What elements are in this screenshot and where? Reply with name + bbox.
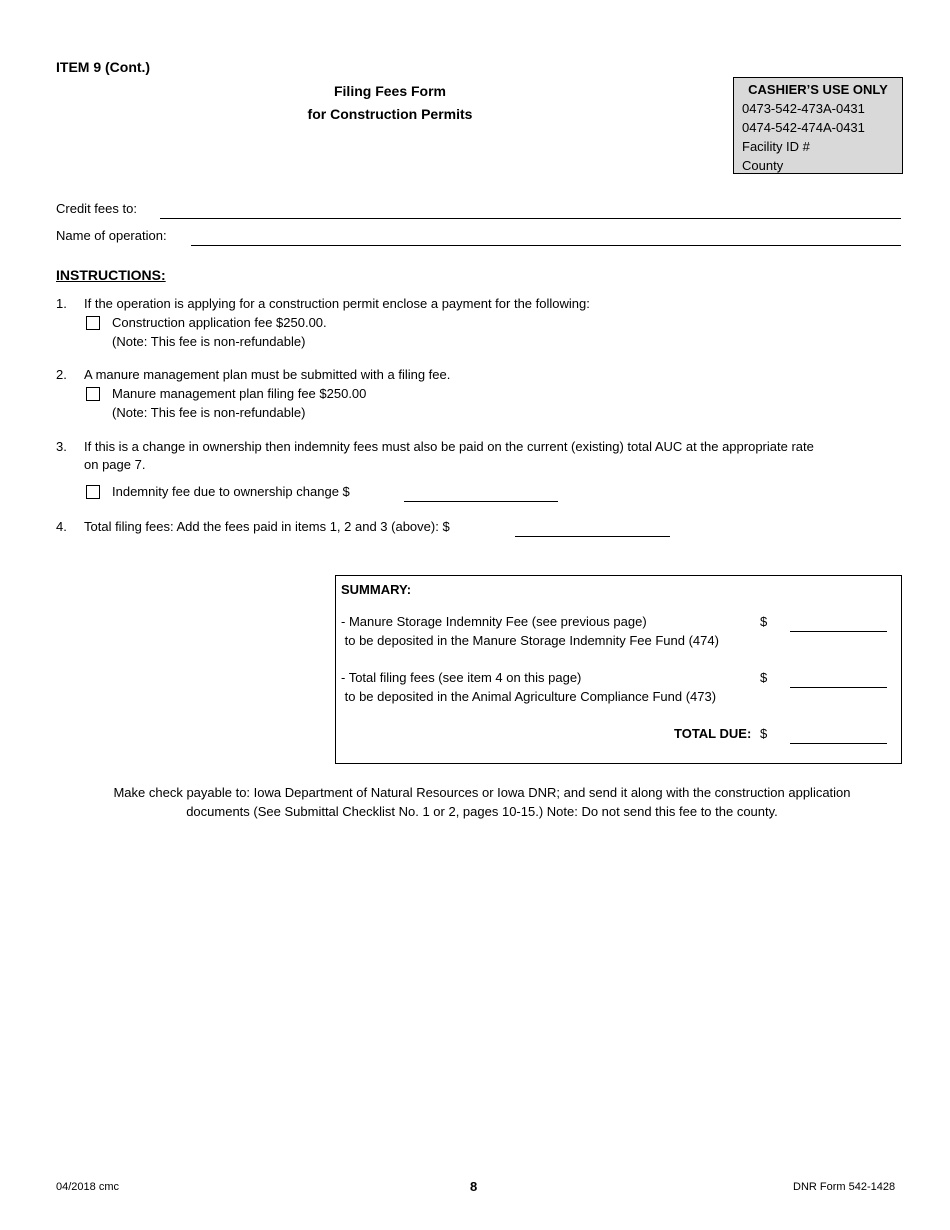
payment-instructions [40, 783, 924, 821]
form-number: DNR Form 542-1428 [793, 1181, 896, 1193]
instructions-heading: INSTRUCTIONS: [56, 267, 166, 283]
summary-heading: SUMMARY: [341, 582, 412, 597]
manure-plan-fee-checkbox[interactable] [86, 387, 100, 401]
title-line-2: for Construction Permits [307, 106, 473, 122]
construction-fee-note: (Note: This fee is non-refundable) [112, 334, 306, 349]
total-due-currency: $ [760, 726, 768, 741]
construction-fee-checkbox[interactable] [86, 316, 100, 330]
item-2-text: A manure management plan must be submitted with a filing fee. [84, 367, 451, 382]
title-line-1: Filing Fees Form [333, 83, 446, 99]
item-label: ITEM 9 (Cont.) [56, 59, 151, 75]
footer-date: 04/2018 cmc [56, 1181, 119, 1193]
indemnity-fee-label: Indemnity fee due to ownership change $ [112, 484, 350, 499]
operation-name-label: Name of operation: [56, 228, 167, 243]
item-3-text-line-1: If this is a change in ownership then indemnity fees must also be paid on the current (existing) total AUC at the appropriate rate [84, 439, 814, 454]
cashier-account-473: 0473-542-473A-0431 [742, 101, 865, 116]
indemnity-fee-amount-field[interactable] [404, 501, 558, 502]
item-4-text: Total filing fees: Add the fees paid in items 1, 2 and 3 (above): $ [84, 519, 450, 534]
item-3-text-line-2: on page 7. [84, 457, 146, 472]
cashier-use-box [733, 77, 903, 174]
total-filing-fees-field[interactable] [515, 536, 670, 537]
payment-instructions-line-1: Make check payable to: Iowa Department of Natural Resources or Iowa DNR; and send it along with the construction application [113, 785, 851, 800]
summary-filing-line-2: to be deposited in the Animal Agriculture Compliance Fund (473) [341, 689, 717, 704]
page-title [240, 80, 540, 126]
item-1-number: 1. [56, 296, 67, 311]
summary-indemnity-line-1: - Manure Storage Indemnity Fee (see previous page) [341, 614, 647, 629]
credit-fees-label: Credit fees to: [56, 201, 137, 216]
summary-indemnity-currency: $ [760, 614, 768, 629]
indemnity-fee-checkbox[interactable] [86, 485, 100, 499]
construction-fee-label: Construction application fee $250.00. [112, 315, 327, 330]
cashier-county: County [742, 158, 784, 173]
payment-instructions-line-2: documents (See Submittal Checklist No. 1 or 2, pages 10-15.) Note: Do not send this fee to the county. [186, 804, 778, 819]
total-due-label: TOTAL DUE: [674, 726, 752, 741]
manure-plan-fee-note: (Note: This fee is non-refundable) [112, 405, 306, 420]
summary-indemnity-line-2: to be deposited in the Manure Storage Indemnity Fee Fund (474) [341, 633, 719, 648]
summary-box [335, 575, 902, 764]
total-due-amount-field[interactable] [790, 743, 887, 744]
summary-filing-currency: $ [760, 670, 768, 685]
cashier-facility-id: Facility ID # [742, 139, 810, 154]
credit-fees-field[interactable] [160, 218, 901, 219]
page-number: 8 [470, 1179, 478, 1194]
cashier-account-474: 0474-542-474A-0431 [742, 120, 865, 135]
item-1-text: If the operation is applying for a construction permit enclose a payment for the following: [84, 296, 590, 311]
item-2-number: 2. [56, 367, 67, 382]
item-3-number: 3. [56, 439, 67, 454]
summary-indemnity-amount-field[interactable] [790, 631, 887, 632]
cashier-title: CASHIER’S USE ONLY [748, 82, 888, 97]
operation-name-field[interactable] [191, 245, 901, 246]
summary-filing-line-1: - Total filing fees (see item 4 on this page) [341, 670, 582, 685]
manure-plan-fee-label: Manure management plan filing fee $250.00 [112, 386, 367, 401]
item-4-number: 4. [56, 519, 67, 534]
summary-filing-amount-field[interactable] [790, 687, 887, 688]
